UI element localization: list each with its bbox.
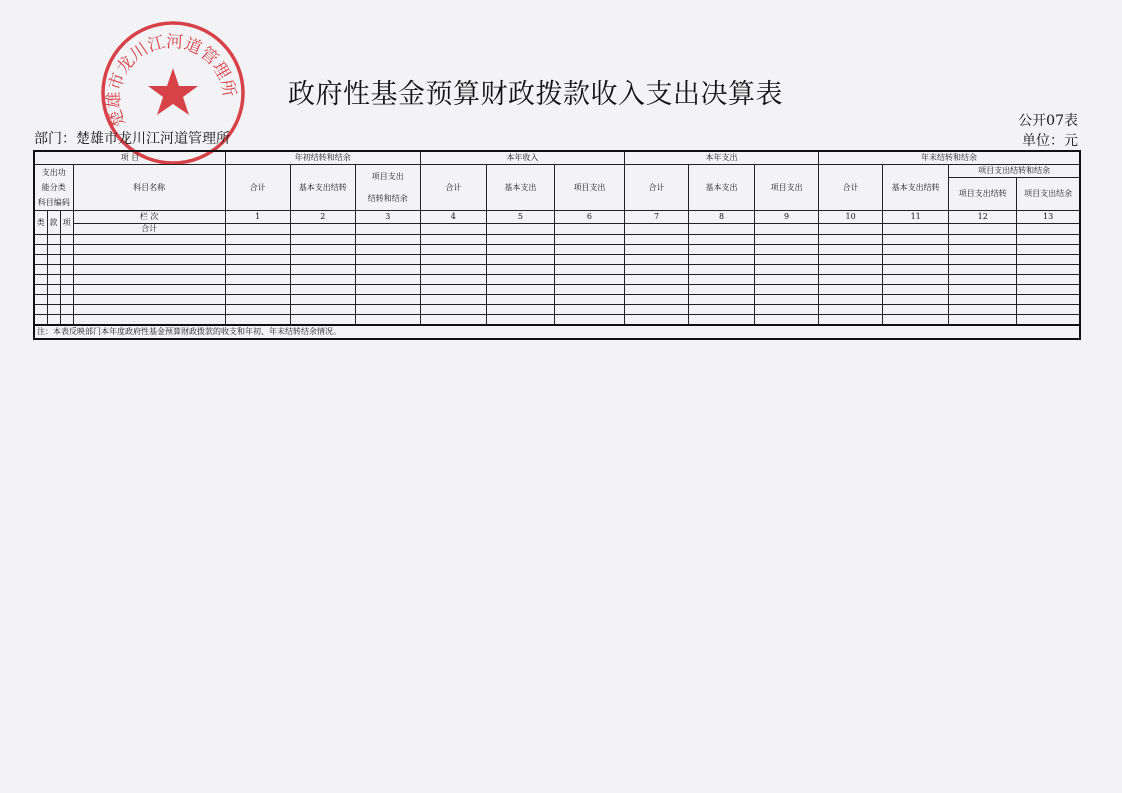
opening-project-line-2: 结转和结余 — [367, 193, 408, 203]
col-number: 6 — [554, 211, 624, 224]
table-row — [34, 264, 1080, 274]
col-number: 1 — [225, 211, 290, 224]
header-expense: 本年支出 — [624, 151, 818, 165]
header-xiang: 项 — [60, 211, 73, 235]
header-opening-basic: 基本支出结转 — [290, 165, 355, 211]
header-code-group — [34, 165, 73, 211]
col-number: 4 — [420, 211, 486, 224]
col-number: 5 — [486, 211, 554, 224]
col-number: 2 — [290, 211, 355, 224]
table-row — [34, 254, 1080, 264]
table-row — [34, 294, 1080, 304]
header-closing-total: 合计 — [819, 165, 883, 211]
header-opening-project — [355, 165, 420, 211]
col-number: 11 — [883, 211, 949, 224]
table-row — [34, 234, 1080, 244]
col-number: 7 — [624, 211, 688, 224]
header-closing-project-group: 项目支出结转和结余 — [949, 165, 1080, 178]
unit-label: 单位：元 — [1022, 133, 1078, 149]
table-note: 注：本表反映部门本年度政府性基金预算财政拨款的收支和年初、年末结转结余情况。 — [34, 325, 1080, 339]
code-line-3: 科目编码 — [37, 198, 70, 207]
header-name: 科目名称 — [73, 165, 225, 211]
col-number: 10 — [819, 211, 883, 224]
table-row — [34, 244, 1080, 254]
note-row — [34, 325, 1080, 339]
header-closing-project-balance: 项目支出结余 — [1017, 178, 1080, 211]
table-row — [34, 284, 1080, 294]
budget-table — [33, 150, 1081, 340]
code-line-1: 支出功 — [41, 168, 66, 177]
header-kuan: 款 — [47, 211, 60, 235]
header-closing-project-carry: 项目支出结转 — [949, 178, 1017, 211]
col-number: 12 — [949, 211, 1017, 224]
col-number: 13 — [1017, 211, 1080, 224]
header-expense-total: 合计 — [624, 165, 688, 211]
header-closing-basic: 基本支出结转 — [883, 165, 949, 211]
header-opening-total: 合计 — [225, 165, 290, 211]
lanci-label: 栏 次 — [73, 211, 225, 224]
col-number: 8 — [689, 211, 755, 224]
header-income-total: 合计 — [420, 165, 486, 211]
header-xiangmu: 项 目 — [34, 151, 225, 165]
header-closing: 年末结转和结余 — [819, 151, 1080, 165]
table-row — [34, 304, 1080, 314]
code-line-2: 能分类 — [41, 183, 66, 192]
total-row — [34, 224, 1080, 235]
header-row-2 — [34, 165, 1080, 178]
col-number: 3 — [355, 211, 420, 224]
header-opening: 年初结转和结余 — [225, 151, 420, 165]
table-number: 公开07表 — [1018, 113, 1078, 129]
total-label: 合计 — [73, 224, 225, 235]
lanci-row — [34, 211, 1080, 224]
table-row — [34, 314, 1080, 325]
header-expense-project: 项目支出 — [755, 165, 819, 211]
opening-project-line-1: 项目支出 — [371, 171, 404, 181]
report-title: 政府性基金预算财政拨款收入支出决算表 — [288, 79, 783, 110]
header-income-basic: 基本支出 — [486, 165, 554, 211]
table-row — [34, 274, 1080, 284]
svg-text:楚雄市龙川江河道管理所: 楚雄市龙川江河道管理所 — [104, 32, 239, 130]
header-lei: 类 — [34, 211, 47, 235]
header-income: 本年收入 — [420, 151, 624, 165]
header-expense-basic: 基本支出 — [689, 165, 755, 211]
header-income-project: 项目支出 — [554, 165, 624, 211]
header-row-1 — [34, 151, 1080, 165]
department-label: 部门：楚雄市龙川江河道管理所 — [34, 131, 230, 147]
col-number: 9 — [755, 211, 819, 224]
